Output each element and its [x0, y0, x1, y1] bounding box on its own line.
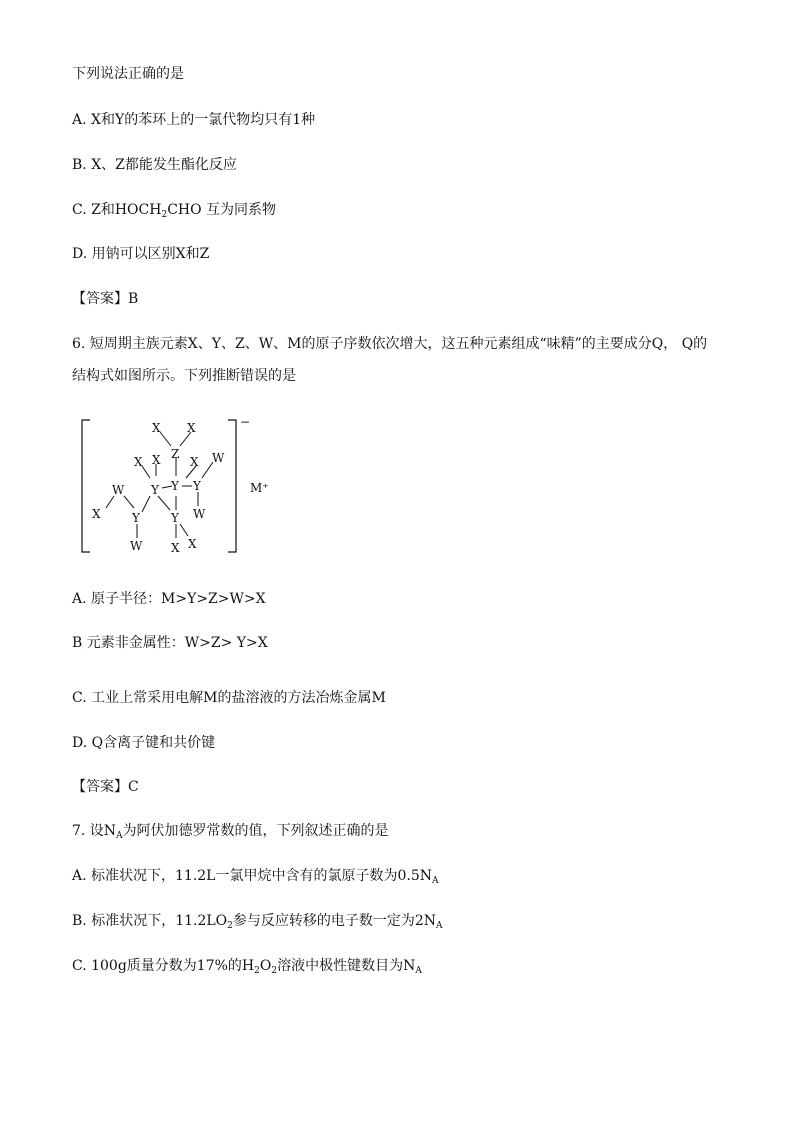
q6-stem-line1: 6. 短周期主族元素X、Y、Z、W、M的原子序数依次增大，这五种元素组成“味精”的主要成分Q， Q的: [72, 336, 708, 352]
option-d: D. 用钠可以区别X和Z: [72, 246, 210, 262]
option-a: A. X和Y的苯环上的一氯代物均只有1种: [72, 112, 316, 128]
atom-y: Y: [171, 511, 179, 525]
q6-answer: 【答案】C: [72, 779, 139, 795]
structural-formula: [70, 412, 290, 562]
atom-x: X: [152, 421, 161, 435]
q6-stem-line2: 结构式如图所示。下列推断错误的是: [72, 368, 296, 384]
option-c: C. Z和$HOCH_2CHO$ 互为同系物: [72, 202, 277, 220]
atom-w: W: [193, 507, 206, 521]
atom-x: X: [92, 507, 101, 521]
atom-y: Y: [193, 479, 201, 493]
atom-y: Y: [151, 483, 159, 497]
q6-option-c: C. 工业上常采用电解M的盐溶液的方法冶炼金属M: [72, 690, 386, 706]
q7-stem: 7. 设$N_A$为阿伏加德罗常数的值，下列叙述正确的是: [72, 823, 389, 841]
atom-w: W: [212, 451, 225, 465]
atom-x: X: [190, 455, 199, 469]
atom-w: W: [112, 483, 125, 497]
atom-y: Y: [132, 511, 140, 525]
q6-option-d: D. Q含离子键和共价键: [72, 735, 216, 751]
question-stem: 下列说法正确的是: [72, 66, 184, 82]
atom-x: X: [188, 537, 197, 551]
cation-label: M⁺: [250, 481, 269, 495]
q7-option-a: A. 标准状况下，11.2L一氯甲烷中含有的氯原子数为$0.5N_A$: [72, 868, 439, 886]
answer-label: 【答案】B: [72, 291, 139, 307]
atom-x: X: [134, 455, 143, 469]
atom-w: W: [130, 539, 143, 553]
option-b: B. X、Z都能发生酯化反应: [72, 157, 237, 173]
q6-option-a: A. 原子半径：M>Y>Z>W>X: [72, 591, 266, 607]
q7-option-b: B. 标准状况下，$11.2LO_2$参与反应转移的电子数一定为$2N_A$: [72, 913, 443, 931]
atom-x: X: [152, 453, 161, 467]
atom-x: X: [171, 541, 180, 555]
q6-option-b: B 元素非金属性：W>Z> Y>X: [72, 635, 268, 651]
atom-y: Y: [171, 479, 179, 493]
anion-charge: −: [240, 415, 251, 429]
atom-x: X: [187, 421, 196, 435]
atom-z: Z: [171, 447, 180, 461]
q7-option-c: C. 100g质量分数为17%的$H_2O_2$溶液中极性键数目为$N_A$: [72, 958, 422, 976]
